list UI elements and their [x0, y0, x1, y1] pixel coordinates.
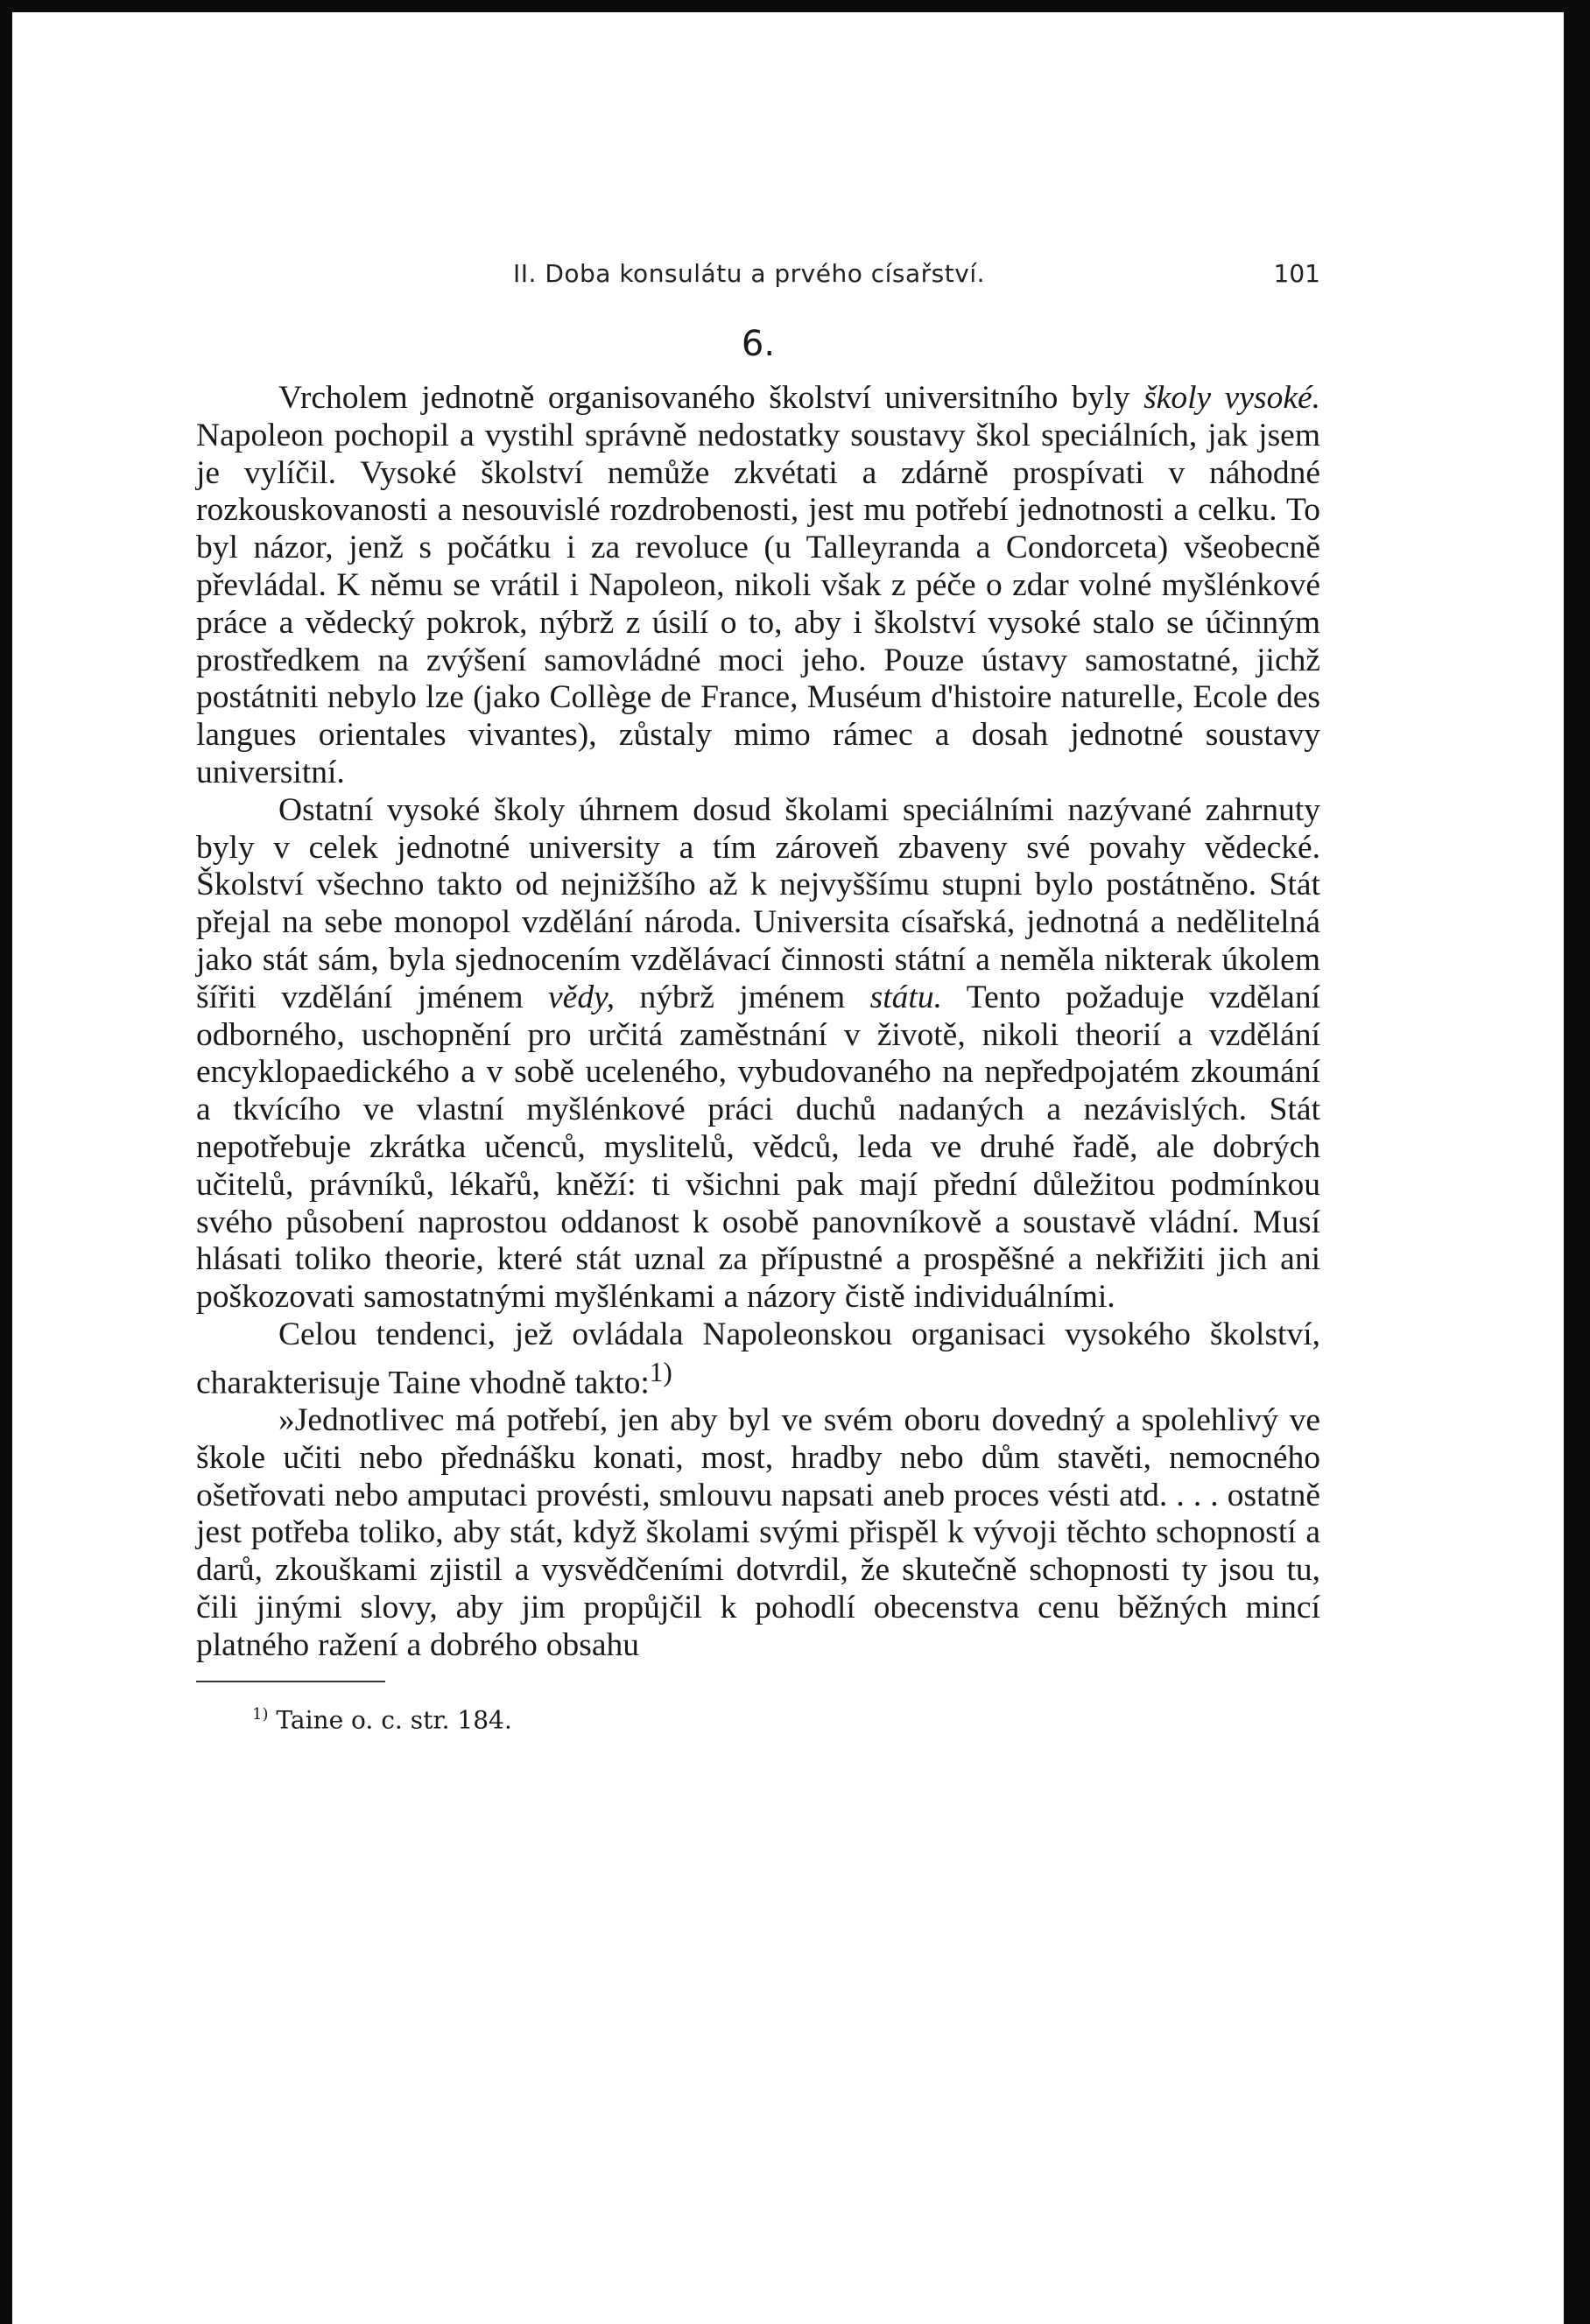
footnote	[196, 1705, 1320, 1734]
footnote-text: Taine o. c. str. 184.	[276, 1704, 512, 1734]
paragraph-4-quote	[196, 1402, 1320, 1665]
footnote-reference: 1)	[649, 1356, 672, 1387]
book-page	[196, 254, 1320, 1734]
paragraph-2-text-b: nýbrž jménem	[615, 979, 870, 1015]
footnote-mark: 1)	[252, 1704, 269, 1724]
paragraph-2	[196, 792, 1320, 1316]
paragraph-1-text-b: Napoleon pochopil a vystihl správně nedostatky soustavy škol speciálních, jak jsem je vylíčil. Vysoké školství nemůže zkvétati a zdárně prospívati v náhodné rozkouskovanosti a nesouvislé rozdrobenosti, jest mu potřebí jednotnosti a celku. To byl názor, jenž s počátku i za revoluce (u Talleyranda a Condorceta) všeobecně převládal. K němu se vrátil i Napoleon, nikoli však z péče o zdar volné myšlénkové práce a vědecký pokrok, nýbrž z úsilí o to, aby i školství vysoké stalo se účinným prostředkem na zvýšení samovládné moci jeho. Pouze ústavy samostatné, jichž postátniti nebylo lze (jako Collège de France, Muséum d'histoire naturelle, Ecole des langues orientales vivantes), zůstaly mimo rámec a dosah jednotné soustavy universitní.	[196, 417, 1320, 790]
paragraph-2-text-a: Ostatní vysoké školy úhrnem dosud školami speciálními nazývané zahrnuty byly v celek jednotné university a tím zároveň zbaveny své povahy vědecké. Školství všechno takto od nejnižšího až k nejvyššímu stupni bylo postátněno. Stát přejal na sebe monopol vzdělání národa. Universita císařská, jednotná a nedělitelná jako stát sám, byla sjednocením vzdělávací činnosti státní a neměla nikterak úkolem šířiti vzdělání jménem	[196, 791, 1320, 1015]
scan-border-top	[0, 0, 1590, 12]
paragraph-2-italic-b: státu.	[869, 979, 942, 1015]
page-number: 101	[1273, 259, 1320, 288]
paragraph-1	[196, 380, 1320, 792]
footnote-rule	[196, 1681, 385, 1682]
paragraph-4-text: »Jednotlivec má potřebí, jen aby byl ve svém oboru dovedný a spolehlivý ve škole učiti nebo přednášku konati, most, hradby nebo dům stavěti, nemocného ošetřovati nebo amputaci provésti, smlouvu napsati aneb proces vésti atd. . . . ostatně jest potřeba toliko, aby stát, když školami svými přispěl k vývoji těchto schopností a darů, zkouškami zjistil a vysvědčeními dotvrdil, že skutečně schopnosti ty jsou tu, čili jinými slovy, aby jim propůjčil k pohodlí obecenstva cenu běžných mincí platného ražení a dobrého obsahu	[196, 1402, 1320, 1663]
paragraph-3-text: Celou tendenci, jež ovládala Napoleonskou organisaci vysokého školství, charakterisuje Taine vhodně takto:	[196, 1316, 1320, 1401]
running-title: II. Doba konsulátu a prvého císařství.	[513, 259, 985, 288]
paragraph-2-text-c: Tento požaduje vzdělaní odborného, uschopnění pro určitá zaměstnání v životě, nikoli theorií a vzdělání encyklopaedického a v sobě uceleného, vybudovaného na nepředpojatém zkoumání a tkvícího ve vlastní myšlénkové práci duchů nadaných a nezávislých. Stát nepotřebuje zkrátka učenců, myslitelů, vědců, leda ve druhé řadě, ale dobrých učitelů, právníků, lékařů, kněží: ti všichni pak mají přední důležitou podmínkou svého působení naprostou oddanost k osobě panovníkově a soustavě vládní. Musí hlásati toliko theorie, které stát uznal za přípustné a prospěšné a nekřižiti jich ani poškozovati samostatnými myšlénkami a názory čistě individuálními.	[196, 979, 1320, 1316]
scan-border-right	[1564, 0, 1590, 2324]
scan-border-left	[0, 0, 12, 2324]
paragraph-1-text-a: Vrcholem jednotně organisovaného školství universitního byly	[278, 380, 1144, 416]
section-number: 6.	[741, 324, 776, 364]
paragraph-1-italic: školy vysoké.	[1143, 380, 1320, 416]
paragraph-3	[196, 1316, 1320, 1402]
running-header	[196, 254, 1320, 298]
paragraph-2-italic-a: vědy,	[548, 979, 616, 1015]
